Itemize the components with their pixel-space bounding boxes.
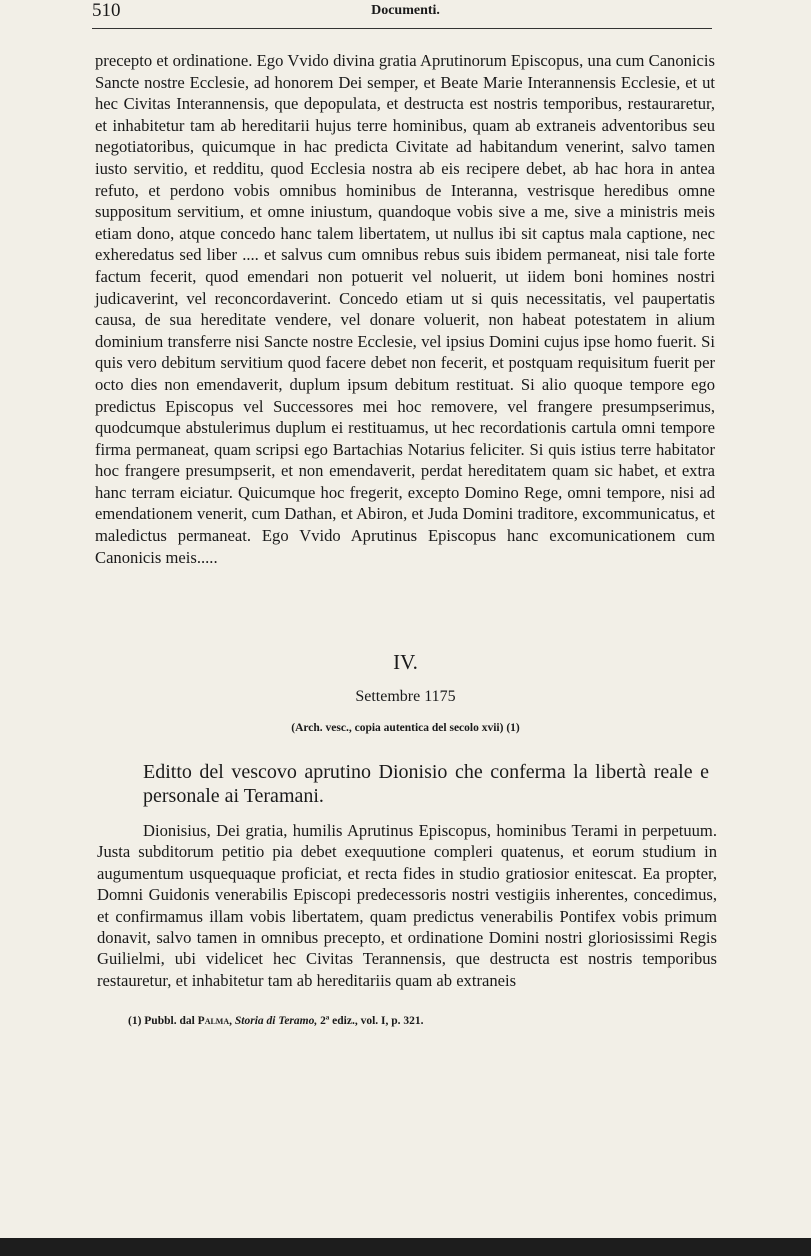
footnote-marker: (1) Pubbl. dal	[128, 1015, 195, 1027]
section-date: Settembre 1175	[355, 688, 456, 705]
section-number: IV.	[393, 650, 418, 674]
scan-edge	[0, 1238, 811, 1256]
footnote-author: Palma,	[197, 1015, 233, 1027]
body-paragraph-2: Dionisius, Dei gratia, humilis Aprutinus Episcopus, hominibus Terami in perpetuum. Justa subditorum petitio pia debet exequutione compleri quatenus, et eorum studium in augumentum usquequaque proficiat, et recta fides in studio gratiosior enitescat. Ea propter, Domni Guidonis venerabilis Episcopi predecessoris nostri vestigiis inherentes, concedimus, et confirmamus illam vobis libertatem, quam predictus venerabilis Pontifex vobis primum donavit, salvo tamen in omnibus precepto, et ordinatione Domini nostri gloriosissimi Regis Guilielmi, ubi videlicet hec Civitas Terannensis, que destructa est nostris temporibus restauretur, et inhabitetur tam ab hereditariis quam ab extraneis	[97, 821, 717, 990]
running-title: Documenti.	[371, 3, 440, 18]
header-rule	[92, 28, 712, 29]
footnote-rest: 2ª ediz., vol. I, p. 321.	[320, 1015, 424, 1027]
footnote-work: Storia di Teramo,	[234, 1015, 318, 1027]
body-paragraph-1: precepto et ordinatione. Ego Vvido divina gratia Aprutinorum Episcopus, una cum Canonicis Sancte nostre Ecclesie, ad honorem Dei semper, et Beate Marie Interannensis Ecclesie, et ut hec Civitas Interannensis, que depopulata, et destructa est nostris temporibus, restauraretur, et inhabitetur tam ab hereditarii hujus terre hominibus, quam ab extraneis adventoribus seu negotiatoribus, quicumque in hac predicta Civitate ad habitandum venerint, salvo tamen iusto servitio, et redditu, quod Ecclesia nostra ab eis recipere debet, ab hac hora in antea refuto, et perdono vobis omnibus hominibus de Interanna, vestrisque heredibus omne suppositum servitium, et omne iniustum, quandoque vobis sive a me, sive a ministris meis etiam dono, atque concedo hanc talem libertatem, ut nullus ibi sit captus mala captione, nec exheredatus sed liber .... et salvus cum omnibus rebus suis ibidem permaneat, nisi tale forte factum fecerit, quod emendari non potuerit vel noluerit, ut iidem boni homines nostri judicaverint, vel reconcordaverint. Concedo etiam ut si quis necessitatis, vel paupertatis causa, de sua hereditate vendere, vel donare voluerit, non habeat potestatem in alium dominium transferre nisi Sancte nostre Ecclesie, vel ipsius Domini cujus ipse homo fuerit. Si quis vero debitum servitium quod facere debet non fecerit, et postquam requisitum fuerit per octo dies non emendaverit, duplum ipsum debitum restituat. Si alio quoque tempore ego predictus Episcopus vel Successores mei hoc removere, vel frangere presumpserimus, quodcumque abstulerimus duplum ei restituamus, ut hec recordationis cartula omni tempore firma permaneat, quam scripsi ego Bartachias Notarius feliciter. Si quis istius terre habitator hoc frangere presumpserit, et non emendaverit, perdat hereditatem quam sic habet, et extra hanc terram eiciatur. Quicumque hoc fregerit, excepto Domino Rege, omni tempore, nisi ad emendationem venerit, cum Dathan, et Abiron, et Juda Domini traditore, excommunicatus, et maledictus permaneat. Ego Vvido Aprutinus Episcopus hanc excomunicationem cum Canonicis meis.....	[95, 51, 715, 567]
footnote	[128, 1015, 424, 1027]
section-title: Editto del vescovo aprutino Dionisio che conferma la libertà reale e personale ai Teramani.	[143, 761, 709, 807]
page-number: 510	[92, 0, 121, 21]
source-note: (Arch. vesc., copia autentica del secolo xvii) (1)	[291, 722, 520, 734]
